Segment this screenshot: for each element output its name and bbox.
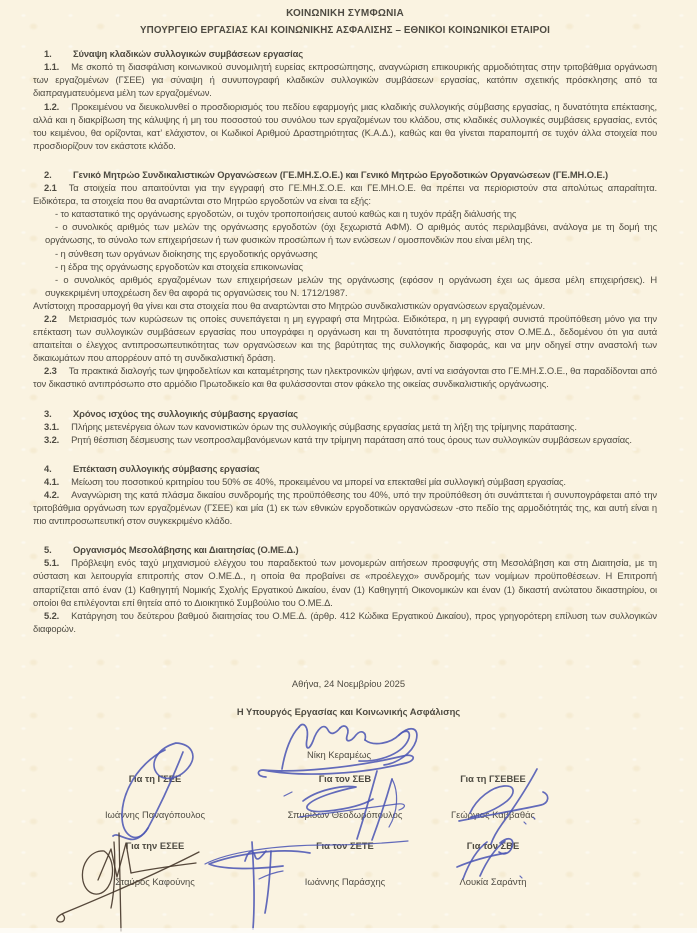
signatory-name: Σπυρίδων Θεοδωρόπουλος [287, 809, 403, 820]
section-2-heading [33, 168, 657, 181]
paragraph-text: Πλήρης μετενέργεια όλων των κανονιστικών όρων της συλλογικής σύμβασης εργασίας μετά τη λήξη της τρίμηνης παράτασης. [71, 420, 577, 432]
list-item: - ο συνολικός αριθμός των μελών της οργάνωσης εργοδοτών (όχι ξεχωριστά ΑΦΜ). Ο αριθμός αυτός περιλαμβάνει, ανάλογα με τη δομή της οργάνωσης, το σύνολο των επιχειρήσεων ή των φυσικών προσώπων ή των ενώσεων / ομοσπονδιών που είναι μέλη της. [45, 221, 657, 246]
paragraph-text: Μείωση του ποσοτικού κριτηρίου του 50% σε 40%, προκειμένου να μπορεί να επεκταθεί μία συλλογική σύμβαση εργασίας. [71, 475, 566, 487]
signatory-esee [70, 839, 240, 888]
signatory-for-label: Για τη ΓΣΕΒΕΕ [460, 773, 526, 784]
section-title: Οργανισμός Μεσολάβησης και Διαιτησίας (Ο.ΜΕ.Δ.) [73, 544, 299, 556]
section-title: Γενικό Μητρώο Συνδικαλιστικών Οργανώσεων (ΓΕ.ΜΗ.Σ.Ο.Ε.) και Γενικό Μητρώο Εργοδοτικών Οργανώσεων (ΓΕ.ΜΗ.Ο.Ε.) [73, 168, 608, 180]
minister-title: Η Υπουργός Εργασίας και Κοινωνικής Ασφάλισης [236, 706, 461, 717]
section-title: Επέκταση συλλογικής σύμβασης εργασίας [73, 462, 260, 474]
paragraph-number: 5.1. [44, 557, 60, 569]
section-3-heading [33, 407, 657, 420]
section-5-heading [33, 543, 657, 556]
signatory-for-label: Για τον ΣΕΒ [318, 773, 372, 784]
signatory-name: Γεώργιος Καββαθάς [450, 809, 536, 820]
paragraph-5-1 [33, 556, 657, 608]
paragraph-text: Πρόβλεψη ενός ταχύ μηχανισμού ελέγχου του παραδεκτού των μονομερών αιτήσεων προσφυγής στη Μεσολάβηση και στη Διαιτησία, με τη σύσταση και λειτουργία επιτροπής στον Ο.ΜΕ.Δ., η οποία θα προβαίνει σε «προέλεγχο» συνδρομής των νομίμων προϋποθέσεων. Η Επιτροπή απαρτίζεται από έναν (1) Καθηγητή Νομικής Σχολής Εργατικού Δικαίου, έναν (1) Καθηγητή Οικονομικών και έναν (1) δικαστή ανώτατου δικαστηρίου, οι οποίοι θα επιλέγονται επί θητεία από το Διοικητικό Συμβούλιο του Ο.ΜΕ.Δ. [33, 557, 657, 608]
signatory-name: Ιωάννης Παράσχης [304, 876, 386, 887]
document-title: ΚΟΙΝΩΝΙΚΗ ΣΥΜΦΩΝΙΑ [286, 8, 404, 19]
paragraph-text: Προκειμένου να διευκολυνθεί ο προσδιορισμός του πεδίου εφαρμογής μιας κλαδικής συλλογικής σύμβασης εργασίας, η δυνατότητα επέκτασης, αλλά και η διακρίβωση της κάλυψης ή μη του ποσοστού του συνόλου των εργαζομένων του κλάδου, στις κλαδικές συλλογικές συμβάσεις εργασίας, εντός του κειμένου, θα ορίζονται, κατ’ ελάχιστον, οι Κωδικοί Αριθμού Δραστηριότητας (Κ.Α.Δ.), καθώς και θα γίνεται παραπομπή σε τυχόν άλλα στοιχεία που προσδιορίζουν τον εκάστοτε κλάδο. [33, 100, 657, 151]
signatory-gsevee [408, 772, 578, 821]
paragraph-text: Μετριασμός των κυρώσεων τις οποίες συνεπάγεται η μη εγγραφή στα Μητρώα. Ειδικότερα, η μη εγγραφή συνιστά προϋπόθεση μόνο για την επέκταση των συλλογικών συμβάσεων εργασίας που υπογράφει η οργάνωση και τη δυνατότητα προσφυγής στον Ο.ΜΕ.Δ., δεδομένου ότι για αυτά απαιτείται ο έλεγχος αντιπροσωπευτικότητας των οργανώσεων και της βαρύτητας της συλλογικής διαφοράς, και να μην οδηγεί στην αναστολή των δικαιωμάτων που απορρέουν από τη συνδικαλιστική δράση. [33, 312, 657, 364]
date-line: Αθήνα, 24 Νοεμβρίου 2025 [291, 678, 406, 689]
paragraph-text: Ρητή θέσπιση δέσμευσης των νεοπροσλαμβανόμενων κατά την τρίμηνη παράταση από τους όρους των συλλογικών συμβάσεων εργασίας. [71, 433, 632, 445]
paragraph-number: 2.3 [44, 365, 57, 377]
section-number: 4. [44, 462, 52, 474]
list-item: - η έδρα της οργάνωσης εργοδοτών και στοιχεία επικοινωνίας [55, 260, 303, 272]
section-number: 1. [44, 48, 52, 60]
paragraph-text: Τα πρακτικά διαλογής των ψηφοδελτίων και καταμέτρησης των ηλεκτρονικών ψήφων, αντί να εισάγονται στο ΓΕ.ΜΗ.Σ.Ο.Ε., θα παραδίδονται από τον δικαστικό αντιπρόσωπο στο αρμόδιο Πρωτοδικείο και θα φυλάσσονται στον φάκελο της οικείας συνδικαλιστικής οργάνωσης. [33, 365, 657, 390]
signatory-name: Λουκία Σαράντη [459, 876, 527, 887]
section-number: 5. [44, 544, 52, 556]
paragraph-3-2 [33, 433, 657, 446]
document-subtitle: ΥΠΟΥΡΓΕΙΟ ΕΡΓΑΣΙΑΣ ΚΑΙ ΚΟΙΝΩΝΙΚΗΣ ΑΣΦΑΛΙΣΗΣ – ΕΘΝΙΚΟΙ ΚΟΙΝΩΝΙΚΟΙ ΕΤΑΙΡΟΙ [140, 25, 550, 37]
section-4-heading [33, 462, 657, 475]
paragraph-number: 2.1 [44, 182, 57, 194]
signatory-sve [408, 839, 578, 888]
paragraph-number: 2.2 [44, 312, 57, 324]
paragraph-1-2 [33, 100, 657, 152]
signatory-name: Σταύρος Καφούνης [115, 876, 195, 887]
section-number: 2. [44, 168, 52, 180]
section-title: Σύναψη κλαδικών συλλογικών συμβάσεων εργασίας [73, 48, 304, 60]
paragraph-2-3 [33, 364, 657, 390]
paragraph-number: 4.2. [44, 489, 60, 500]
paragraph-number: 4.1. [44, 475, 60, 487]
paragraph-text: Κατάργηση του δεύτερου βαθμού διαιτησίας του Ο.ΜΕ.Δ. (άρθρ. 412 Κώδικα Εργατικού Δικαίου), προς γρηγορότερη επίλυση των συλλογικών διαφορών. [33, 609, 657, 634]
paragraph-5-2 [33, 609, 657, 635]
paragraph-4-2 [33, 488, 657, 527]
minister-name: Νίκη Κεραμέως [307, 749, 371, 760]
signatory-gsee [70, 772, 240, 821]
paragraph-number: 5.2. [44, 609, 60, 621]
section-2-note: Αντίστοιχη προσαρμογή θα γίνει και στα στοιχεία που θα αναρτώνται στο Μητρώο συνδικαλιστικών οργανώσεων εργαζομένων. [33, 299, 545, 311]
paragraph-1-1 [33, 60, 657, 99]
signatory-sete [260, 839, 430, 888]
paragraph-text: Αναγνώριση της κατά πλάσμα δικαίου συνδρομής της προϋπόθεσης του 40%, υπό την προϋπόθεση ότι συνάπτεται ή συνυπογράφεται από την τριτοβάθμια οργάνωση των εργαζομένων (ΓΣΕΕ) και μία (1) εκ των εθνικών εργοδοτικών οργανώσεων -στο πεδίο της αρμοδιότητάς της, και αυτή είναι η πιο αντιπροσωπευτική στον συγκεκριμένο κλάδο. [33, 489, 657, 527]
signatory-name: Ιωάννης Παναγόπουλος [104, 809, 206, 820]
paragraph-2-2 [33, 312, 657, 364]
paragraph-number: 3.1. [44, 420, 60, 432]
section-title: Χρόνος ισχύος της συλλογικής σύμβασης εργασίας [73, 407, 298, 419]
signatory-sev [260, 772, 430, 821]
document-content [33, 7, 657, 635]
paragraph-number: 1.2. [44, 100, 60, 112]
paragraph-2-1 [33, 181, 657, 207]
paragraph-text: Τα στοιχεία που απαιτούνται για την εγγραφή στο ΓΕ.ΜΗ.Σ.Ο.Ε. και ΓΕ.ΜΗ.Ο.Ε. θα πρέπει να περιοριστούν στα απολύτως απαραίτητα. Ειδικότερα, τα στοιχεία που θα αναρτώνται στο Μητρώο εργοδοτών να είναι τα εξής: [33, 182, 657, 207]
list-item: - ο συνολικός αριθμός εργαζομένων των επιχειρήσεων μελών της οργάνωσης (εφόσον η οργάνωση έχει ως άμεσα μέλη επιχειρήσεις). Η συγκεκριμένη υποχρέωση δεν θα αφορά τις οργανώσεις του Ν. 1712/1987. [45, 273, 657, 298]
signatory-for-label: Για τον ΣΕΤΕ [316, 840, 374, 851]
signatory-for-label: Για την ΕΣΕΕ [125, 840, 185, 851]
paragraph-text: Με σκοπό τη διασφάλιση κοινωνικού συνομιλητή ευρείας εκπροσώπησης, αναγνώριση επικουρικής αρμοδιότητας στην τριτοβάθμια οργάνωση των εργαζομένων (ΓΣΕΕ) για σύναψη ή συνυπογραφή κλαδικών συλλογικών συμβάσεων εργασίας, κατόπιν σχετικής πρόσκλησης από τα διαπραγματευόμενα μέλη των εργαζομένων. [33, 61, 657, 99]
list-item: - το καταστατικό της οργάνωσης εργοδοτών, οι τυχόν τροποποιήσεις αυτού καθώς και η τυχόν πράξη διάλυσής της [55, 208, 517, 220]
list-item: - η σύνθεση των οργάνων διοίκησης της εργοδοτικής οργάνωσης [55, 247, 318, 259]
section-1-heading [33, 47, 657, 60]
signatory-for-label: Για τον ΣΒΕ [466, 840, 520, 851]
paragraph-4-1 [33, 475, 657, 488]
paragraph-number: 3.2. [44, 433, 60, 445]
paragraph-number: 1.1. [44, 61, 60, 73]
signatory-for-label: Για τη ΓΣΕΕ [128, 773, 182, 784]
paragraph-3-1 [33, 420, 657, 433]
section-number: 3. [44, 407, 52, 419]
